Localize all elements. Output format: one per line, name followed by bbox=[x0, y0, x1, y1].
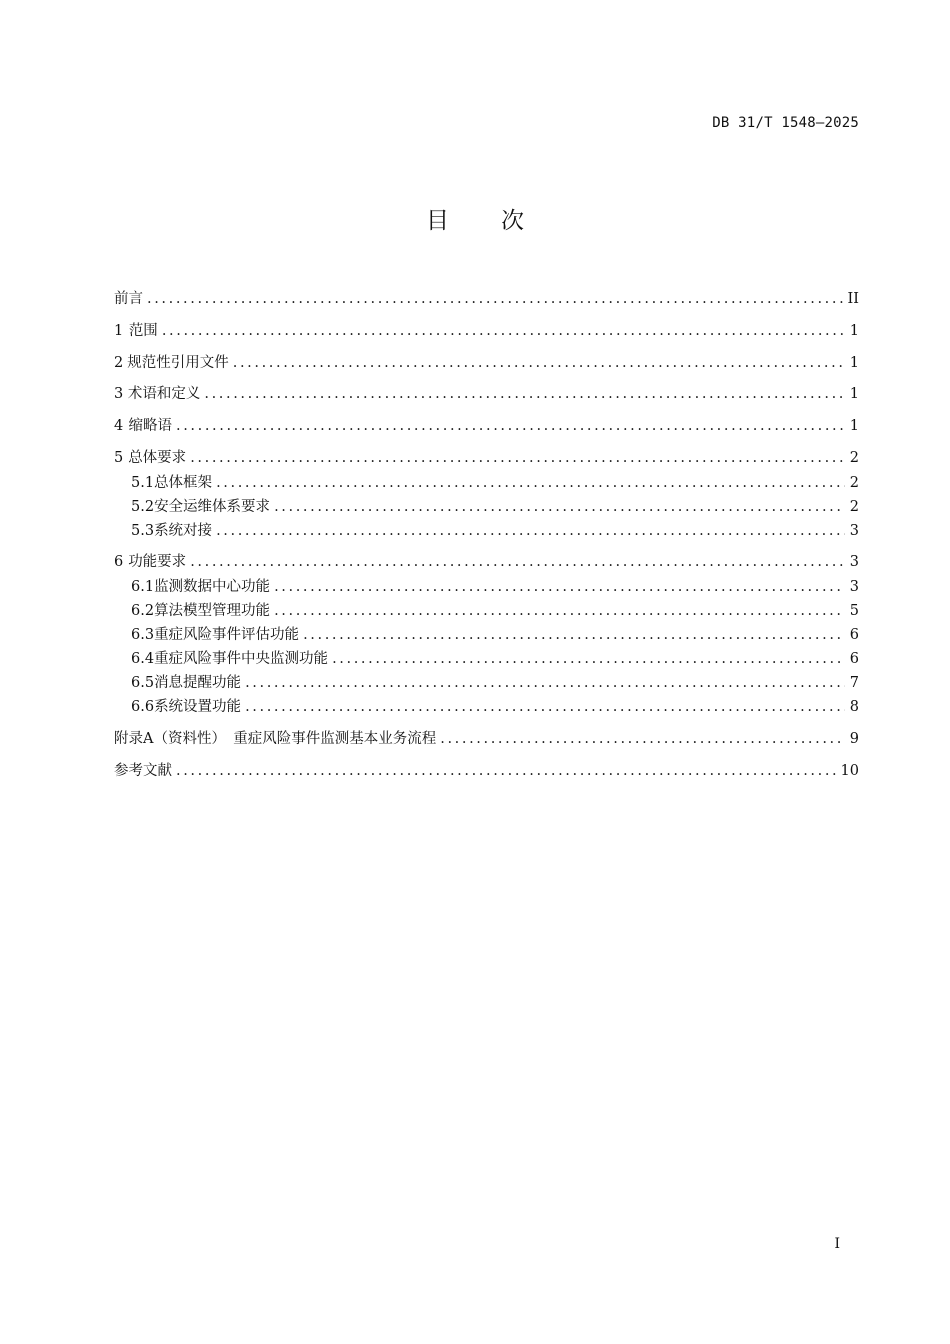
toc-leader-dots bbox=[162, 318, 845, 344]
toc-entry-6-1[interactable] bbox=[114, 575, 859, 599]
toc-entry-number: 5.1 bbox=[131, 474, 155, 491]
footer-page-number: I bbox=[834, 1236, 840, 1252]
toc-leader-dots bbox=[245, 695, 845, 719]
toc-entry-page: II bbox=[847, 291, 859, 307]
toc-entry-page: 3 bbox=[849, 553, 859, 570]
toc-leader-dots bbox=[303, 623, 845, 647]
toc-leader-dots bbox=[274, 575, 845, 599]
toc-leader-dots bbox=[216, 519, 845, 543]
toc-entry-5-2[interactable] bbox=[114, 495, 859, 519]
toc-entry-page: 6 bbox=[849, 626, 859, 643]
toc-leader-dots bbox=[440, 726, 845, 752]
toc-entry-label: 规范性引用文件 bbox=[127, 354, 229, 371]
toc-entry-number: 6.3 bbox=[131, 626, 155, 643]
toc-entry-page: 7 bbox=[849, 674, 859, 691]
toc-entry-6-4[interactable] bbox=[114, 647, 859, 671]
toc-entry-page: 1 bbox=[849, 418, 859, 435]
toc-entry-label: 系统对接 bbox=[154, 522, 213, 539]
toc-entry-page: 2 bbox=[849, 449, 859, 466]
table-of-contents bbox=[114, 286, 859, 790]
toc-entry-6-5[interactable] bbox=[114, 671, 859, 695]
toc-leader-dots bbox=[147, 286, 844, 312]
toc-entry-page: 1 bbox=[849, 386, 859, 403]
toc-entry-page: 3 bbox=[849, 578, 859, 595]
toc-entry-page: 1 bbox=[849, 322, 859, 339]
toc-entry-number: 4 bbox=[114, 418, 124, 435]
toc-entry-label: 重症风险事件评估功能 bbox=[154, 626, 300, 643]
toc-leader-dots bbox=[274, 495, 845, 519]
toc-entry-label: 算法模型管理功能 bbox=[154, 602, 271, 619]
toc-entry-label: 功能要求 bbox=[128, 553, 187, 570]
toc-leader-dots bbox=[176, 758, 837, 784]
toc-entry-5-1[interactable] bbox=[114, 471, 859, 495]
toc-entry-label: 监测数据中心功能 bbox=[154, 578, 271, 595]
toc-entry-number: 3 bbox=[114, 386, 124, 403]
toc-entry-page: 10 bbox=[840, 762, 859, 779]
toc-leader-dots bbox=[190, 549, 845, 575]
toc-entry-number: 5.2 bbox=[131, 498, 155, 515]
toc-leader-dots bbox=[190, 445, 845, 471]
toc-leader-dots bbox=[216, 471, 845, 495]
toc-entry-6[interactable] bbox=[114, 549, 859, 575]
toc-entry-page: 8 bbox=[849, 698, 859, 715]
toc-entry-5[interactable] bbox=[114, 445, 859, 471]
toc-entry-label: 范围 bbox=[128, 322, 158, 339]
toc-entry-number: 6.5 bbox=[131, 674, 155, 691]
toc-entry-page: 2 bbox=[849, 474, 859, 491]
toc-entry-number: 6 bbox=[114, 553, 124, 570]
toc-title-part1: 目 bbox=[426, 208, 449, 234]
toc-leader-dots bbox=[233, 350, 845, 376]
toc-entry-2[interactable] bbox=[114, 350, 859, 382]
toc-entry-6-3[interactable] bbox=[114, 623, 859, 647]
standard-code: DB 31/T 1548—2025 bbox=[712, 115, 859, 131]
toc-entry-number: 5 bbox=[114, 449, 124, 466]
toc-leader-dots bbox=[204, 381, 845, 407]
toc-entry-number: 6.1 bbox=[131, 578, 155, 595]
toc-entry-label: 消息提醒功能 bbox=[154, 674, 242, 691]
toc-entry-label: 总体要求 bbox=[128, 449, 187, 466]
toc-entry-label: 总体框架 bbox=[154, 474, 213, 491]
toc-entry-3[interactable] bbox=[114, 381, 859, 413]
toc-entry-5-3[interactable] bbox=[114, 519, 859, 549]
toc-entry-4[interactable] bbox=[114, 413, 859, 445]
toc-entry-page: 5 bbox=[849, 602, 859, 619]
toc-entry-appendix-a[interactable] bbox=[114, 726, 859, 758]
toc-entry-label: 前言 bbox=[114, 291, 143, 307]
toc-leader-dots bbox=[332, 647, 845, 671]
toc-entry-page: 9 bbox=[849, 730, 859, 747]
toc-leader-dots bbox=[176, 413, 845, 439]
toc-entry-number: 1 bbox=[114, 322, 124, 339]
toc-title-part2: 次 bbox=[501, 208, 524, 234]
toc-title bbox=[0, 202, 950, 235]
toc-entry-label: 重症风险事件中央监测功能 bbox=[154, 650, 329, 667]
toc-entry-page: 2 bbox=[849, 498, 859, 515]
toc-entry-1[interactable] bbox=[114, 318, 859, 350]
toc-entry-6-2[interactable] bbox=[114, 599, 859, 623]
toc-entry-number: 6.2 bbox=[131, 602, 155, 619]
toc-entry-page: 6 bbox=[849, 650, 859, 667]
toc-entry-label: 术语和定义 bbox=[127, 386, 201, 403]
toc-leader-dots bbox=[245, 671, 845, 695]
toc-entry-page: 1 bbox=[849, 354, 859, 371]
toc-entry-number: 6.6 bbox=[131, 698, 155, 715]
toc-entry-label: 附录A（资料性） 重症风险事件监测基本业务流程 bbox=[114, 730, 437, 747]
toc-entry-6-6[interactable] bbox=[114, 695, 859, 726]
toc-entry-label: 安全运维体系要求 bbox=[154, 498, 271, 515]
toc-entry-number: 6.4 bbox=[131, 650, 155, 667]
toc-leader-dots bbox=[274, 599, 845, 623]
toc-entry-label: 参考文献 bbox=[114, 762, 172, 779]
toc-entry-label: 缩略语 bbox=[128, 418, 172, 435]
toc-entry-foreword[interactable] bbox=[114, 286, 859, 318]
toc-entry-label: 系统设置功能 bbox=[154, 698, 242, 715]
toc-entry-page: 3 bbox=[849, 522, 859, 539]
toc-entry-number: 5.3 bbox=[131, 522, 155, 539]
toc-entry-number: 2 bbox=[114, 354, 124, 371]
toc-entry-references[interactable] bbox=[114, 758, 859, 790]
